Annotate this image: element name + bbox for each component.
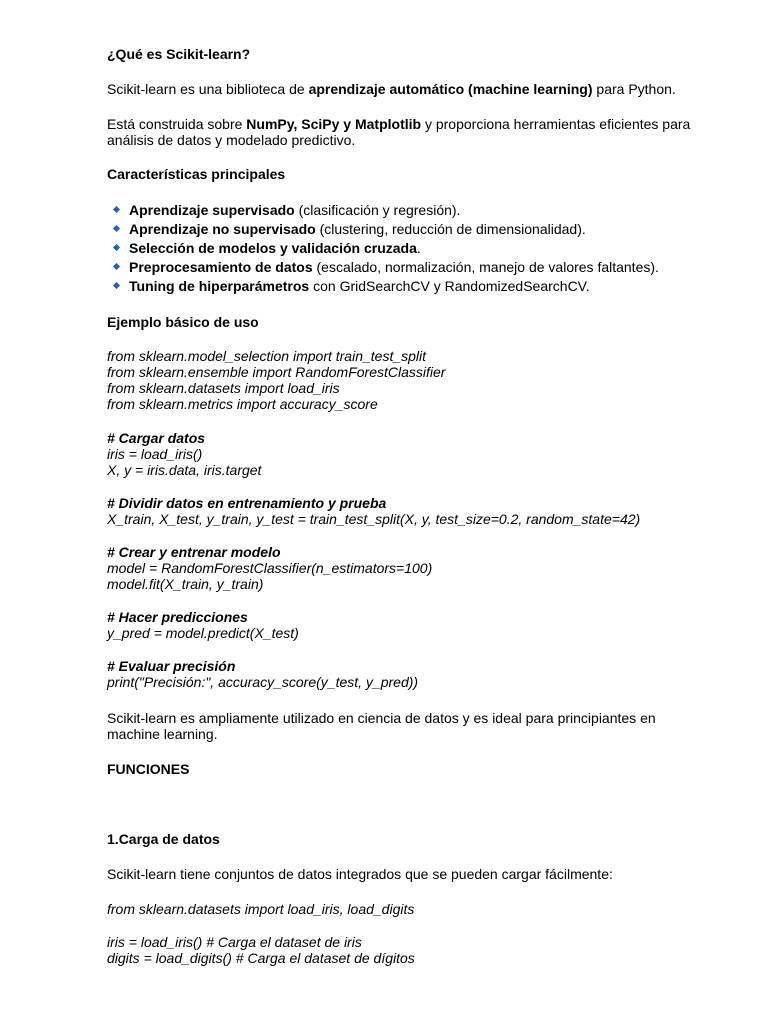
built-on-line-2: análisis de datos y modelado predictivo. [107,132,356,148]
code-line: X_train, X_test, y_train, y_test = train_test_split(X, y, test_size=0.2, random_state=42) [107,511,641,527]
conclusion-line: machine learning. [107,726,218,742]
intro-text-end: para Python. [592,81,676,97]
code-line: from sklearn.metrics import accuracy_score [107,396,378,412]
feature-detail: . [416,240,421,256]
section-title: ¿Qué es Scikit-learn? [107,46,251,62]
feature-name: Aprendizaje supervisado [129,202,295,218]
built-on-paragraph [107,116,690,132]
feature-detail: con GridSearchCV y RandomizedSearchCV. [309,278,590,294]
code-line: print("Precisión:", accuracy_score(y_test, y_pred)) [107,674,419,690]
feature-name: Aprendizaje no supervisado [129,221,316,237]
code-line: from sklearn.ensemble import RandomForestClassifier [107,364,446,380]
intro-text: Scikit-learn es una biblioteca de [107,81,309,97]
list-item [107,220,659,239]
list-item [107,258,659,277]
code-comment: # Hacer predicciones [107,609,248,625]
code-line: digits = load_digits() # Carga el dataset de dígitos [107,950,415,966]
bullet-diamond-icon [113,263,120,270]
subsection-title: Carga de datos [118,831,220,847]
code-line: X, y = iris.data, iris.target [107,462,262,478]
feature-name: Preprocesamiento de datos [129,259,313,275]
code-comment: # Cargar datos [107,430,206,446]
features-list [107,201,659,296]
features-title: Características principales [107,166,286,182]
feature-name: Selección de modelos y validación cruzada [129,240,417,256]
code-line: y_pred = model.predict(X_test) [107,625,299,641]
built-on-text-end: y proporciona herramientas eficientes para [421,116,691,132]
bullet-diamond-icon [113,244,120,251]
subsection-text: Scikit-learn tiene conjuntos de datos integrados que se pueden cargar fácilmente: [107,866,613,882]
feature-detail: (clustering, reducción de dimensionalidad). [315,221,586,237]
list-item [107,201,659,220]
bullet-diamond-icon [113,282,120,289]
code-comment: # Crear y entrenar modelo [107,544,281,560]
subsection-heading [107,831,220,847]
built-on-bold: NumPy, SciPy y Matplotlib [246,116,422,132]
intro-paragraph [107,81,676,97]
built-on-text: Está construida sobre [107,116,247,132]
bullet-diamond-icon [113,225,120,232]
code-line: iris = load_iris() [107,446,203,462]
list-item [107,239,659,258]
feature-name: Tuning de hiperparámetros [129,278,310,294]
code-line: model = RandomForestClassifier(n_estimators=100) [107,560,433,576]
conclusion-line: Scikit-learn es ampliamente utilizado en ciencia de datos y es ideal para principiantes en [107,710,656,726]
feature-detail: (clasificación y regresión). [294,202,461,218]
feature-detail: (escalado, normalización, manejo de valores faltantes). [312,259,659,275]
code-line: model.fit(X_train, y_train) [107,576,264,592]
subsection-number: 1. [107,831,119,847]
code-line: iris = load_iris() # Carga el dataset de iris [107,934,362,950]
code-line: from sklearn.datasets import load_iris [107,380,340,396]
code-line: from sklearn.model_selection import train_test_split [107,348,427,364]
intro-bold: aprendizaje automático (machine learning) [308,81,593,97]
code-comment: # Evaluar precisión [107,658,236,674]
example-title: Ejemplo básico de uso [107,314,259,330]
code-line: from sklearn.datasets import load_iris, load_digits [107,901,415,917]
bullet-diamond-icon [113,206,120,213]
list-item [107,277,659,296]
code-comment: # Dividir datos en entrenamiento y prueba [107,495,387,511]
funciones-title: FUNCIONES [107,761,190,777]
